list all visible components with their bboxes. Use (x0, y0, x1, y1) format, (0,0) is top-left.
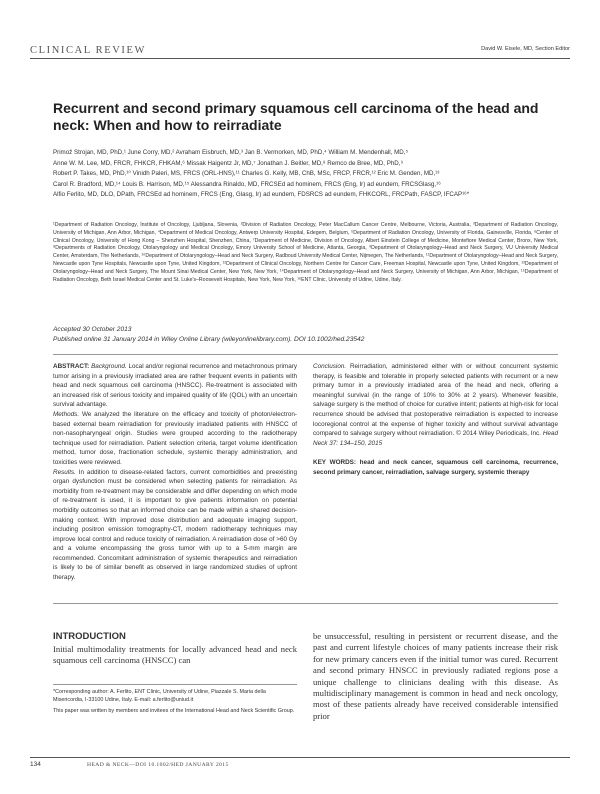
methods-label: Methods. (53, 410, 80, 418)
author-line: Primož Strojan, MD, PhD,¹ June Corry, MD,² Avraham Eisbruch, MD,³ Jan B. Vermorken, MD, PhD,⁴ William M. Mendenhall, MD,⁵ (53, 149, 409, 156)
author-line: Anne W. M. Lee, MD, FRCR, FHKCR, FHKAM,⁶ Missak Haigentz Jr, MD,⁷ Jonathan J. Beitler, MD,⁸ Remco de Bree, MD, PhD,⁹ (53, 159, 404, 167)
header-rule (30, 58, 570, 59)
results-label: Results. (53, 468, 76, 476)
correspondence-note: *Corresponding author: A. Ferlito, ENT Clinic, University of Udine, Piazzale S. Maria della Misericordia, I-33100 Udine, Italy. E-mail: a.ferlito@uniud.it (53, 689, 266, 703)
abstract-left-column (53, 362, 297, 583)
results-text: In addition to disease-related factors, current comorbidities and preexisting organ dysfunction must be considered when selecting patients for reirradiation. As morbidity from re-treatment may be considerable and differ depending on which mode of re-treatment is used, it is important to give patients information on potential morbidity outcomes so that an informed choice can be made within a shared decision-making context. With improved dose distribution and adequate imaging support, including positron emission tomography-CT, modern radiotherapy techniques may improve local control and reduce toxicity of reirradiation. A reirradiation dose of >60 Gy and a volume encompassing the gross tumor with up to a 5-mm margin are recommended. Concomitant administration of systemic therapeutics and reirradiation is likely to be of similar benefit as observed in large randomized studies of upfront therapy. (53, 468, 297, 582)
author-line: Alfio Ferlito, MD, DLO, DPath, FRCSEd ad hominem, FRCS (Eng, Glasg, Ir) ad eundem, FDSRCS ad eundem, FHKCORL, FRCPath, FASCP, IFCAP¹⁶* (53, 191, 470, 199)
authorship-note: This paper was written by members and invitees of the International Head and Neck Scientific Group. (53, 708, 295, 715)
page-number: 134 (30, 761, 41, 768)
keywords-text: head and neck cancer, squamous cell carcinoma, recurrence, second primary cancer, reirradiation, salvage surgery, systemic therapy (313, 459, 558, 476)
journal-footer: HEAD & NECK—DOI 10.1002/HED JANUARY 2015 (87, 762, 229, 768)
article-dates (53, 325, 364, 345)
introduction-heading: INTRODUCTION (53, 631, 126, 642)
footnotes (53, 689, 297, 720)
background-label: Background. (91, 363, 127, 370)
author-line: Carol R. Bradford, MD,¹⁴ Louis B. Harrison, MD,¹⁵ Alessandra Rinaldo, MD, FRCSEd ad hominem, FRCS (Eng, Ir) ad eundem, FRCSGlasg,¹⁶ (53, 180, 441, 188)
conclusion-text: Reirradiation, administered either with or without concurrent systemic therapy, is feasible and tolerable in properly selected patients with recurrent or a new primary tumor in a previously irradiated area of the head and neck, offering a meaningful survival (in the range of 10% to 30% at 2 years). Whenever feasible, salvage surgery is the method of choice for curative intent; patients at high-risk for local recurrence should be advised that postoperative reirradiation is expected to increase locoregional control at the expense of higher toxicity and without survival advantage compared to salvage surgery without reirradiation. (313, 363, 559, 438)
footnote-rule (53, 684, 297, 685)
keywords-label: KEY WORDS: (313, 459, 357, 467)
author-list (53, 148, 558, 201)
introduction-right-text: be unsuccessful, resulting in persistent or recurrent disease, and the past and current lifestyle choices of many patients increase their risk for new primary cancers even if the initial tumor was cured. Recurrent and second primary HNSCC in previously radiated regions pose a unique challenge to clinicians dealing with this disease. As multidisciplinary management is common in head and neck oncology, most of these patients already have received considerable intensified prior (313, 631, 558, 721)
abstract-right-column (313, 362, 558, 478)
conclusion-label: Conclusion. (313, 363, 347, 370)
section-editor: David W. Eisele, MD, Section Editor (481, 46, 570, 52)
methods-text: We analyzed the literature on the efficacy and toxicity of photon/electron-based external beam reirradiation for previously irradiated patients with HNSCC of non-nasopharyngeal origin. Studies were grouped according to the radiotherapy technique used for reirradiation. Patient selection criteria, target volume identification method, tumor dose, fractionation schedule, systemic therapy administration, and toxicities were reviewed. (53, 410, 297, 466)
abstract-label: ABSTRACT: (53, 363, 90, 370)
accepted-date: Accepted 30 October 2013 (53, 326, 132, 333)
article-title: Recurrent and second primary squamous cell carcinoma of the head and neck: When and how to reirradiate (53, 100, 539, 133)
author-line: Robert P. Takes, MD, PhD,¹⁰ Vinidh Paleri, MS, FRCS (ORL-HNS),¹¹ Charles G. Kelly, MB, ChB, MSc, FRCP, FRCR,¹² Eric M. Genden, MD,¹³ (53, 170, 440, 178)
section-label: CLINICAL REVIEW (30, 45, 147, 56)
introduction-left-text: Initial multimodality treatments for locally advanced head and neck squamous cell carcinoma (HNSCC) can (53, 644, 297, 666)
citation: Head Neck 37: 134–150, 2015 (313, 430, 558, 447)
footer-rule (30, 757, 570, 758)
background-text: Local and/or regional recurrence and metachronous primary tumor arising in a previously irradiated area are rather frequent events in patients with head and neck squamous cell carcinoma (HNSCC). Re-treatment is associated with an increased risk of serious toxicity and impaired quality of life (QOL) with an uncertain survival advantage. (53, 363, 298, 409)
published-date: Published online 31 January 2014 in Wiley Online Library (wileyonlinelibrary.com). DOI 10.1002/hed.23542 (53, 336, 365, 343)
affiliations: ¹Department of Radiation Oncology, Institute of Oncology, Ljubljana, Slovenia, ²Division of Radiation Oncology, Peter MacCallum Cancer Centre, Melbourne, Victoria, Australia, ³Department of Radiation Oncology, University of Michigan, Ann Arbor, Michigan, ⁴Department of Medical Oncology, Antwerp University Hospital, Edegem, Belgium, ⁵Department of Radiation Oncology, University of Florida, Gainesville, Florida, ⁶Center of Clinical Oncology, University of Hong Kong – Shenzhen Hospital, Shenzhen, China, ⁷Department of Medicine, Division of Oncology, Albert Einstein College of Medicine, Montefiore Medical Center, Bronx, New York, ⁸Departments of Radiation Oncology, Otolaryngology and Medical Oncology, Emory University School of Medicine, Atlanta, Georgia, ⁹Department of Otolaryngology–Head and Neck Surgery, VU University Medical Center, Amsterdam, The Netherlands, ¹⁰Department of Otolaryngology–Head and Neck Surgery, Radboud University Medical Center, Nijmegen, The Netherlands, ¹¹Department of Otolaryngology–Head and Neck Surgery, Newcastle upon Tyne Hospitals, Newcastle upon Tyne, United Kingdom, ¹²Department of Clinical Oncology, Northern Centre for Cancer Care, Freeman Hospital, Newcastle upon Tyne, United Kingdom, ¹³Department of Otolaryngology–Head and Neck Surgery, The Mount Sinai Medical Center, New York, New York, ¹⁴Department of Otolaryngology–Head and Neck Surgery, University of Michigan, Ann Arbor, Michigan, ¹⁵Department of Radiation Oncology, Beth Israel Medical Center and St. Luke's–Roosevelt Hospitals, New York, New York, ¹⁶ENT Clinic, University of Udine, Udine, Italy. (53, 222, 558, 283)
abstract-top-rule (53, 354, 558, 355)
copyright: © 2014 Wiley Periodicals, Inc. (456, 430, 541, 438)
abstract-bottom-rule (53, 603, 558, 604)
